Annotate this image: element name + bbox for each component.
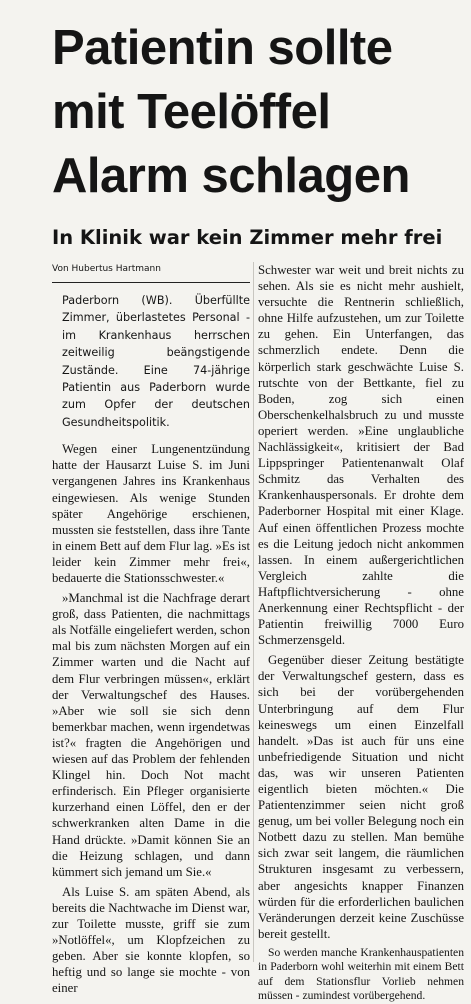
headline-line: Patientin sollte: [52, 21, 393, 75]
body-paragraph: Wegen einer Lungenentzündung hatte der Hausarzt Luise S. im Juni vergangenen Jahres ins Krankenhaus eingewiesen. Als wenige Stunden später Angehörige erschienen, mussten sie feststellen, dass ihre Tante in einem Bett auf dem Flur lag. »Es ist leider kein Zimmer mehr frei«, bedauerte die Stationsschwester.«: [52, 442, 250, 585]
lead-paragraph: Paderborn (WB). Überfüllte Zimmer, überlastetes Personal - im Krankenhaus herrschen zeitweilig beängstigende Zustände. Eine 74-jährige Patientin aus Paderborn wurde zum Opfer der deutschen Gesundheitspolitik.: [62, 294, 250, 429]
headline-line: mit Teelöffel: [52, 85, 331, 139]
body-paragraph: Gegenüber dieser Zeitung bestätigte der Verwaltungschef gestern, dass es sich bei der vorübergehenden Unterbringung auf dem Flur keineswegs um einen Einzelfall handelt. »Das ist auch für uns eine unbefriedigende Situation und nicht das, was wir unseren Patienten eigentlich bieten möchten.« Die Patientenzimmer seien nicht groß genug, um bei voller Belegung noch ein Notbett dazu zu stellen. Man bemühe sich zwar seit langem, die räumlichen Strukturen insgesamt zu verbessern, aber angesichts knapper Finanzen würden für die erforderlichen baulichen Veränderungen derzeit keine Zuschüsse bereit gestellt.: [258, 653, 464, 941]
article-column-right: [258, 262, 464, 1004]
headline-line: Alarm schlagen: [52, 149, 410, 203]
body-paragraph: Schwester war weit und breit nichts zu sehen. Als sie es nicht mehr aushielt, versuchte die Rentnerin schließlich, ohne Hilfe aufzustehen, um zur Toilette zu gehen. Ein Unterfangen, das schmerzlich endete. Denn die körperlich stark geschwächte Luise S. rutschte von der Bettkante, fiel zu Boden, zog sich einen Oberschenkelhalsbruch zu und musste operiert werden. »Eine unglaubliche Nachlässigkeit«, kritisiert der Bad Lippspringer Patientenanwalt Olaf Schmitz das Verhalten des Krankenhauspersonals. Er drohte dem Paderborner Hospital mit einer Klage. Auf einen öffentlichen Prozess mochte es die Leitung jedoch nicht ankommen lassen. In einem außergerichtlichen Vergleich zahlte die Haftpflichtversicherung - ohne Anerkennung einer Rechtspflicht - der Patientin freiwillig 7000 Euro Schmerzensgeld.: [258, 263, 464, 648]
headline: [52, 16, 466, 208]
body-paragraph: »Manchmal ist die Nachfrage derart groß, dass Patienten, die nachmittags als Notfälle eingeliefert werden, schon mal bis zum nächsten Morgen auf ein Zimmer warten und die Nacht auf dem Flur verbringen müssen«, erklärt der Verwaltungschef des Hauses. »Aber wie soll sie sich denn bemerkbar machen, wenn irgendetwas ist?« fragten die Angehörigen und wiesen auf das Problem der fehlenden Klingel hin. Doch Not macht erfinderisch. Ein Pfleger organisierte kurzerhand einen Löffel, den er der schwerkranken alten Dame in die Hand drückte. »Damit können Sie an die Heizung schlagen, und dann kümmert sich jemand um Sie.«: [52, 591, 250, 879]
body-paragraph: Als Luise S. am späten Abend, als bereits die Nachtwache im Dienst war, zur Toilette musste, griff sie zum »Notlöffel«, um Klopfzeichen zu geben. Aber sie konnte klopfen, so heftig und so lange sie mochte - von einer: [52, 884, 250, 996]
article-column-left: [52, 262, 250, 996]
byline: Von Hubertus Hartmann: [52, 262, 250, 283]
body-paragraph: So werden manche Krankenhauspatienten in Paderborn wohl weiterhin mit einem Bett auf dem Stationsflur Vorlieb nehmen müssen - zumindest vorübergehend.: [258, 945, 464, 1003]
column-divider: [253, 262, 254, 962]
subheadline: In Klinik war kein Zimmer mehr frei: [52, 226, 443, 249]
